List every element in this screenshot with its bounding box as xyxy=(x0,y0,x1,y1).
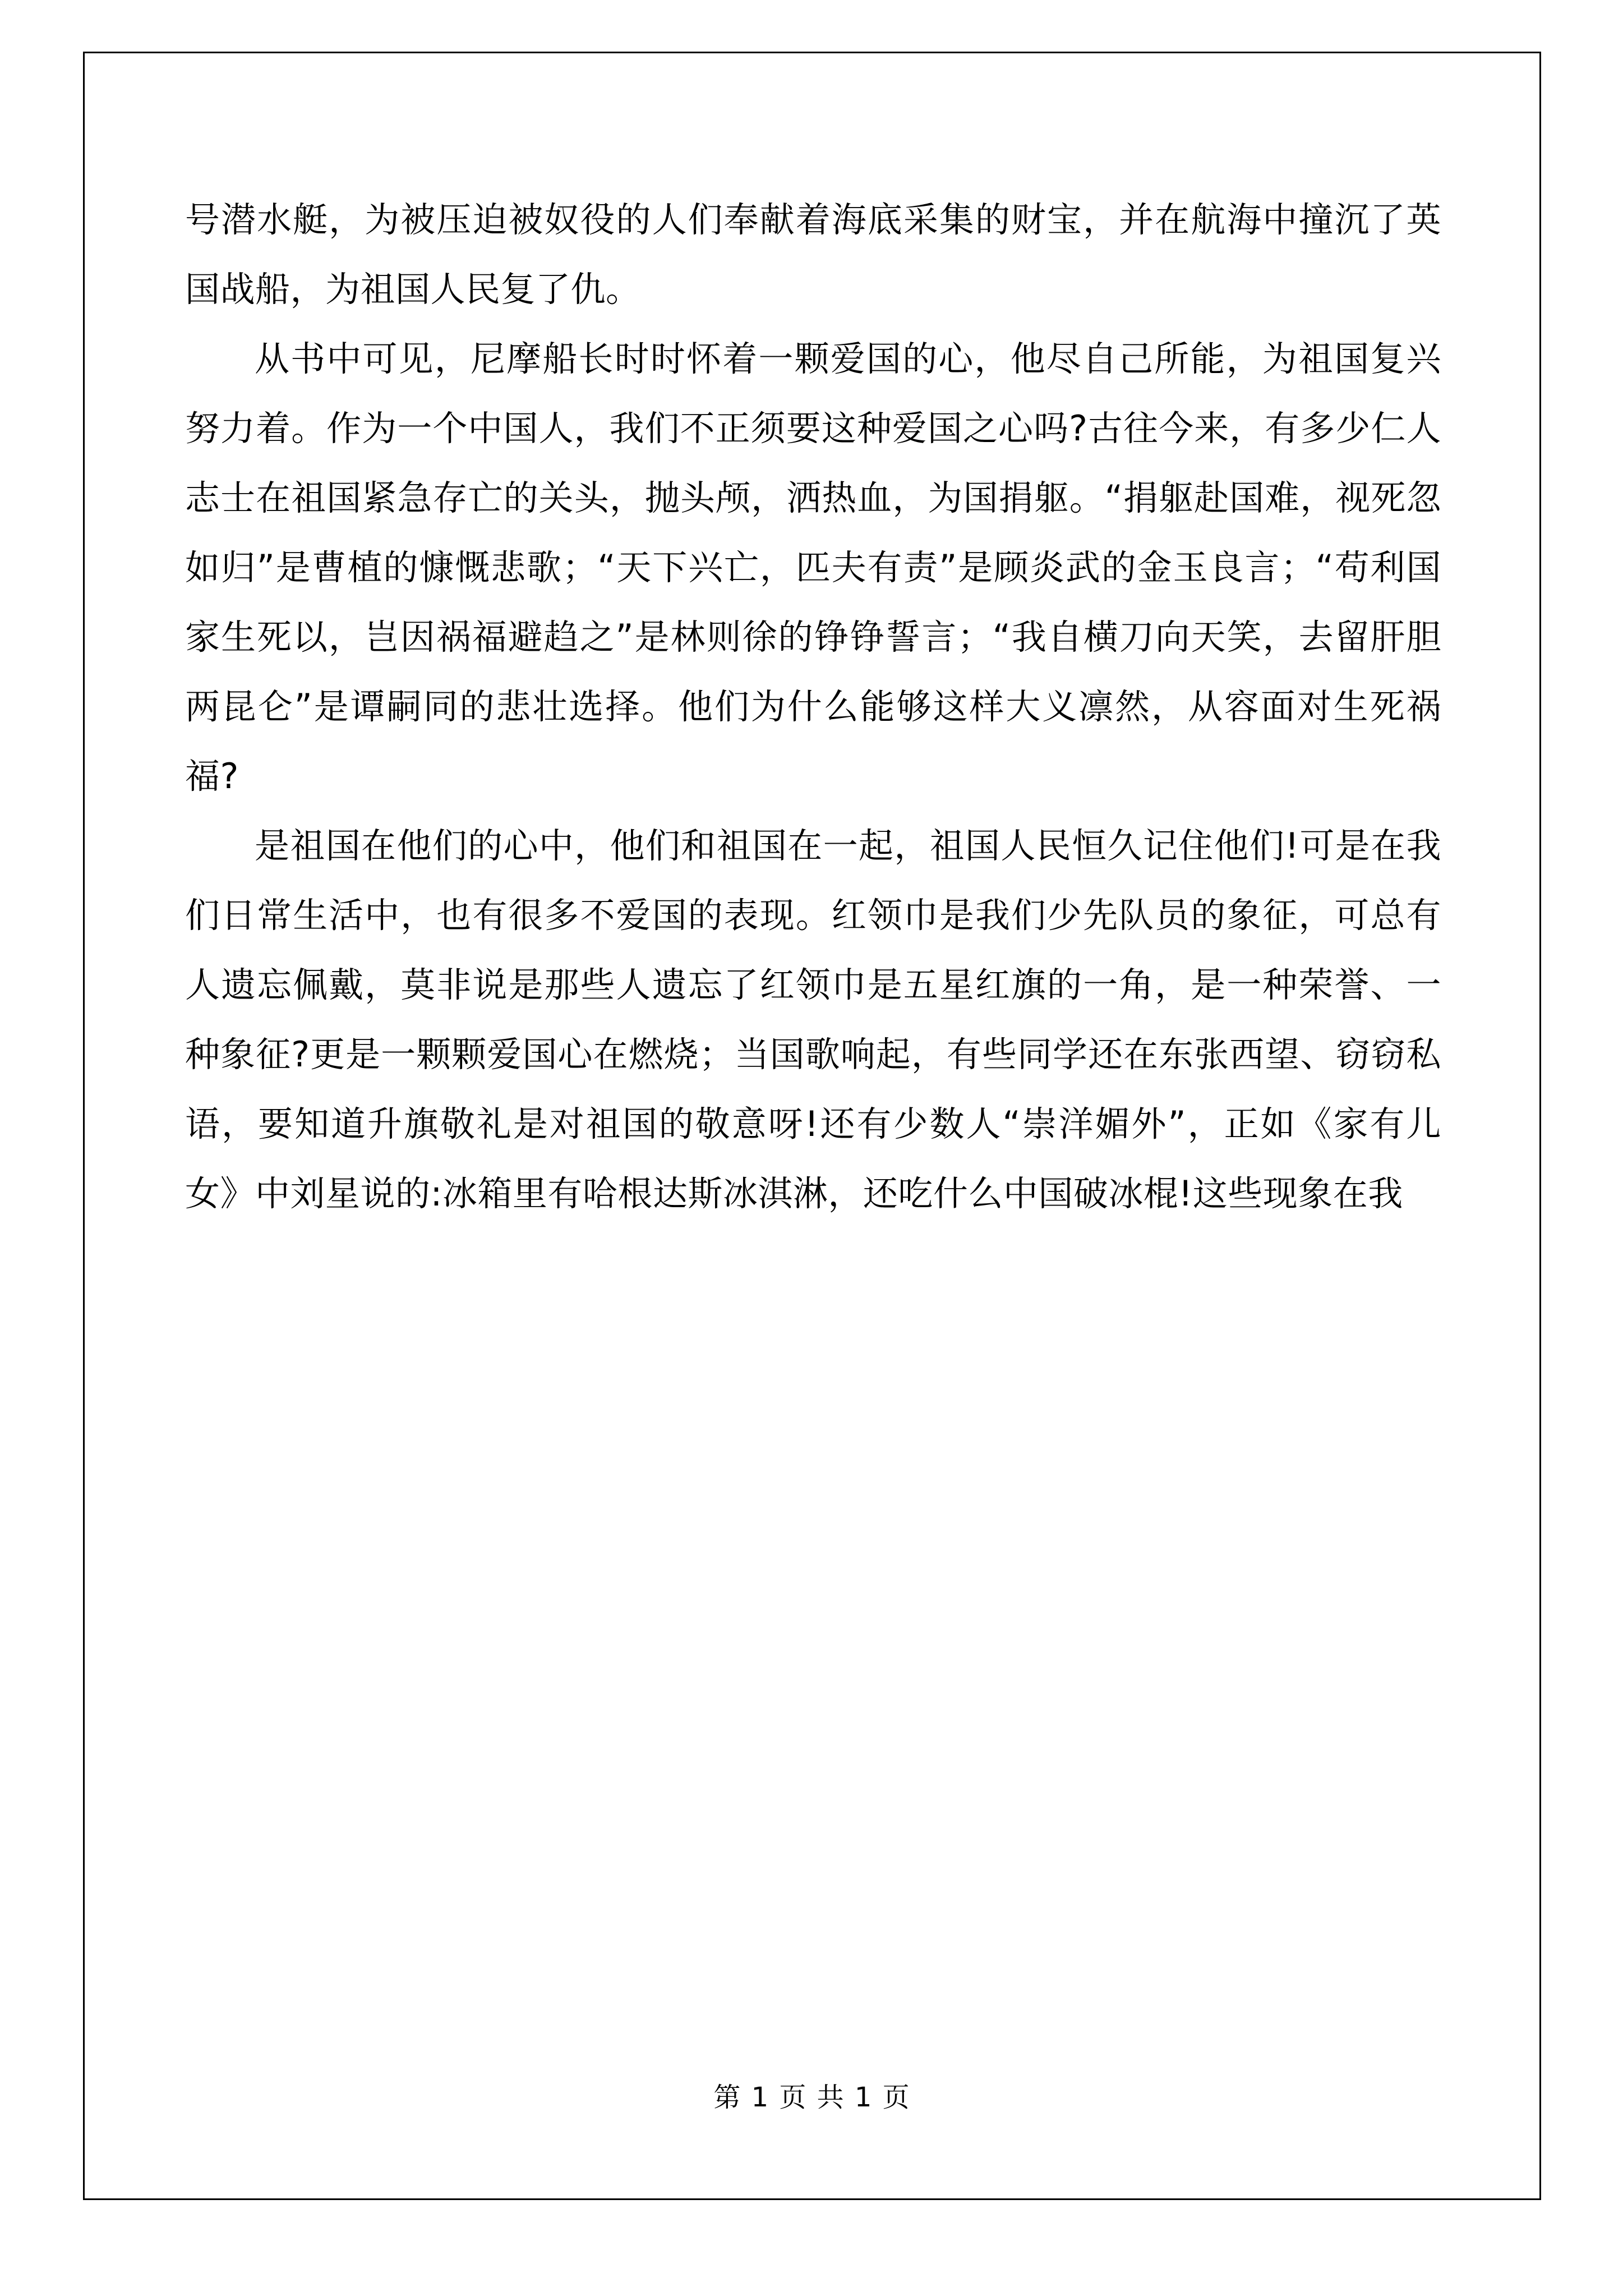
paragraph-1: 号潜水艇，为被压迫被奴役的人们奉献着海底采集的财宝，并在航海中撞沉了英国战船，为祖国人民复了仇。 xyxy=(185,199,1441,310)
page-footer: 第 1 页 共 1 页 xyxy=(713,2082,911,2113)
paragraph-3: 是祖国在他们的心中，他们和祖国在一起，祖国人民恒久记住他们!可是在我们日常生活中，也有很多不爱国的表现。红领巾是我们少先队员的象征，可总有人遗忘佩戴，莫非说是那些人遗忘了红领巾是五星红旗的一角，是一种荣誉、一种象征?更是一颗颗爱国心在燃烧；当国歌响起，有些同学还在东张西望、窃窃私语，要知道升旗敬礼是对祖国的敬意呀!还有少数人“崇洋媚外”，正如《家有儿女》中刘星说的:冰箱里有哈根达斯冰淇淋，还吃什么中国破冰棍!这些现象在我 xyxy=(185,825,1441,1214)
paragraph-2: 从书中可见，尼摩船长时时怀着一颗爱国的心，他尽自己所能，为祖国复兴努力着。作为一个中国人，我们不正须要这种爱国之心吗?古往今来，有多少仁人志士在祖国紧急存亡的关头，抛头颅，洒热血，为国捐躯。“捐躯赴国难，视死忽如归”是曹植的慷慨悲歌；“天下兴亡，匹夫有责”是顾炎武的金玉良言；“苟利国家生死以，岂因祸福避趋之”是林则徐的铮铮誓言；“我自横刀向天笑，去留肝胆两昆仑”是谭嗣同的悲壮选择。他们为什么能够这样大义凛然，从容面对生死祸福? xyxy=(185,338,1441,797)
page-content-area xyxy=(185,185,1441,1228)
